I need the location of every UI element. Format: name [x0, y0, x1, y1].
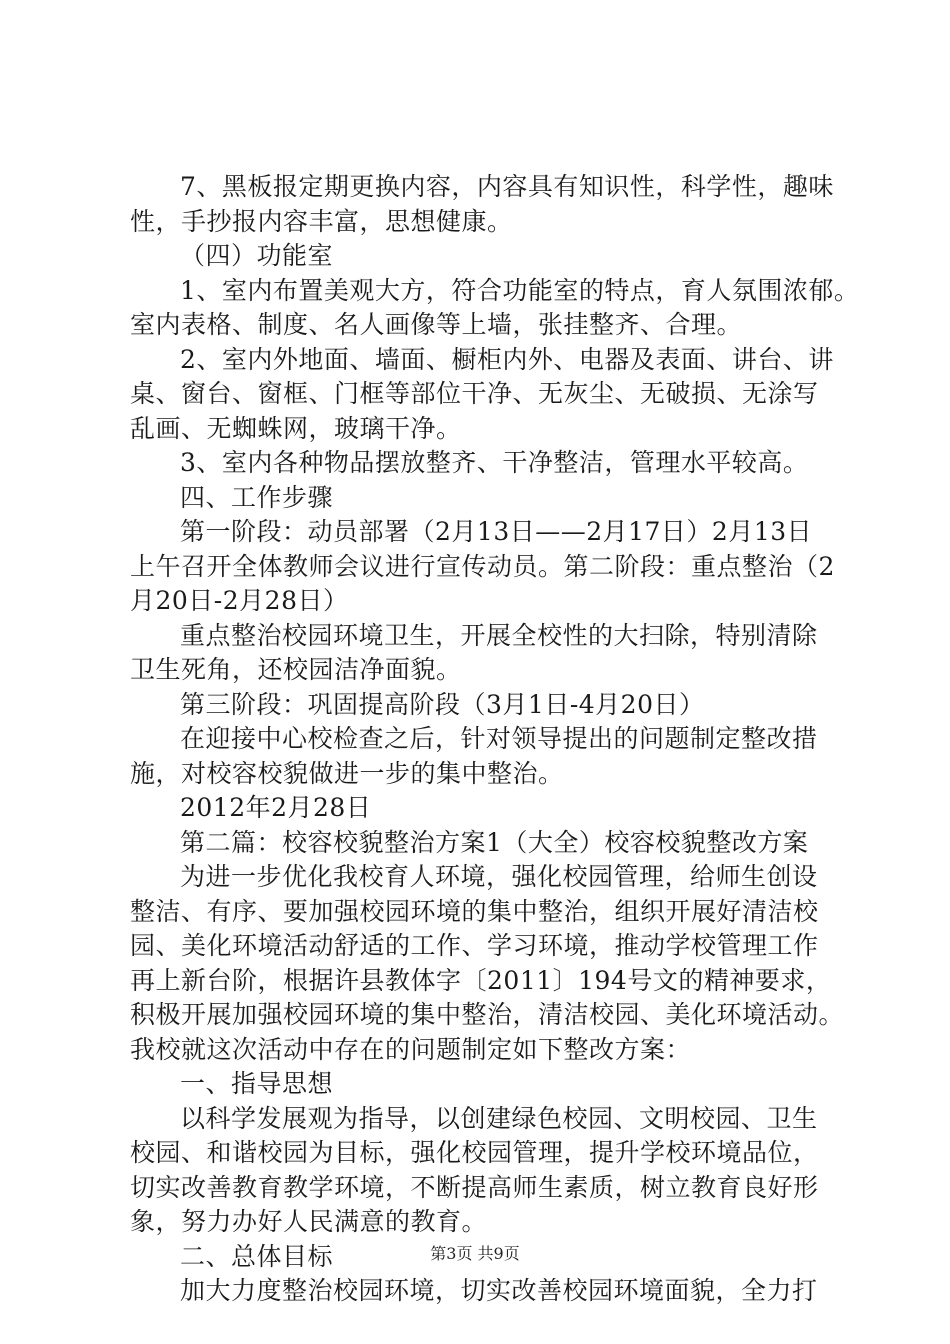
text-line: 3、室内各种物品摆放整齐、干净整洁，管理水平较高。 [180, 448, 809, 477]
text-line: 1、室内布置美观大方，符合功能室的特点，育人氛围浓郁。 [180, 275, 860, 305]
text-line: 加大力度整治校园环境，切实改善校园环境面貌，全力打 [180, 1276, 818, 1305]
text-line: 在迎接中心校检查之后，针对领导提出的问题制定整改措 [180, 724, 818, 753]
text-line: 为进一步优化我校育人环境，强化校园管理，给师生创设 [180, 862, 818, 891]
text-line: 以科学发展观为指导，以创建绿色校园、文明校园、卫生 [180, 1103, 818, 1133]
text-line: 性，手抄报内容丰富，思想健康。 [130, 206, 513, 236]
text-line: 四、工作步骤 [180, 482, 334, 512]
text-line: 月20日-2月28日） [130, 586, 349, 615]
text-line: 整洁、有序、要加强校园环境的集中整治，组织开展好清洁校 [130, 896, 819, 926]
text-line: 上午召开全体教师会议进行宣传动员。第二阶段：重点整治（2 [130, 551, 835, 581]
text-line: 再上新台阶，根据许县教体字〔2011〕194号文的精神要求， [130, 965, 832, 995]
text-line: 第二篇：校容校貌整治方案1（大全）校容校貌整改方案 [180, 827, 809, 857]
text-line: 象，努力办好人民满意的教育。 [130, 1207, 488, 1236]
text-line: 桌、窗台、窗框、门框等部位干净、无灰尘、无破损、无涂写 [130, 379, 819, 408]
text-line: 室内表格、制度、名人画像等上墙，张挂整齐、合理。 [130, 310, 743, 339]
text-line: （四）功能室 [180, 241, 334, 270]
text-line: 我校就这次活动中存在的问题制定如下整改方案： [130, 1034, 692, 1064]
text-line: 第一阶段：动员部署（2月13日——2月17日）2月13日 [180, 517, 813, 546]
text-line: 施，对校容校貌做进一步的集中整治。 [130, 758, 564, 788]
text-line: 2012年2月28日 [180, 793, 372, 822]
text-line: 一、指导思想 [180, 1069, 334, 1098]
text-line: 第三阶段：巩固提高阶段（3月1日-4月20日） [180, 689, 705, 719]
text-line: 2、室内外地面、墙面、橱柜内外、电器及表面、讲台、讲 [180, 344, 834, 374]
text-line: 卫生死角，还校园洁净面貌。 [130, 655, 462, 684]
document-body [130, 170, 860, 1309]
text-line: 切实改善教育教学环境，不断提高师生素质，树立教育良好形 [130, 1172, 819, 1202]
text-line: 重点整治校园环境卫生，开展全校性的大扫除，特别清除 [180, 620, 818, 650]
text-line: 积极开展加强校园环境的集中整治，清洁校园、美化环境活动。 [130, 1000, 845, 1029]
text-line: 乱画、无蜘蛛网，玻璃干净。 [130, 413, 462, 443]
text-line: 园、美化环境活动舒适的工作、学习环境，推动学校管理工作 [130, 931, 819, 960]
text-line: 校园、和谐校园为目标，强化校园管理，提升学校环境品位， [130, 1138, 819, 1167]
text-line: 二、总体目标 [180, 1241, 334, 1271]
text-line: 7、黑板报定期更换内容，内容具有知识性，科学性，趣味 [180, 172, 834, 201]
page-footer: 第3页 共9页 [430, 1244, 520, 1263]
